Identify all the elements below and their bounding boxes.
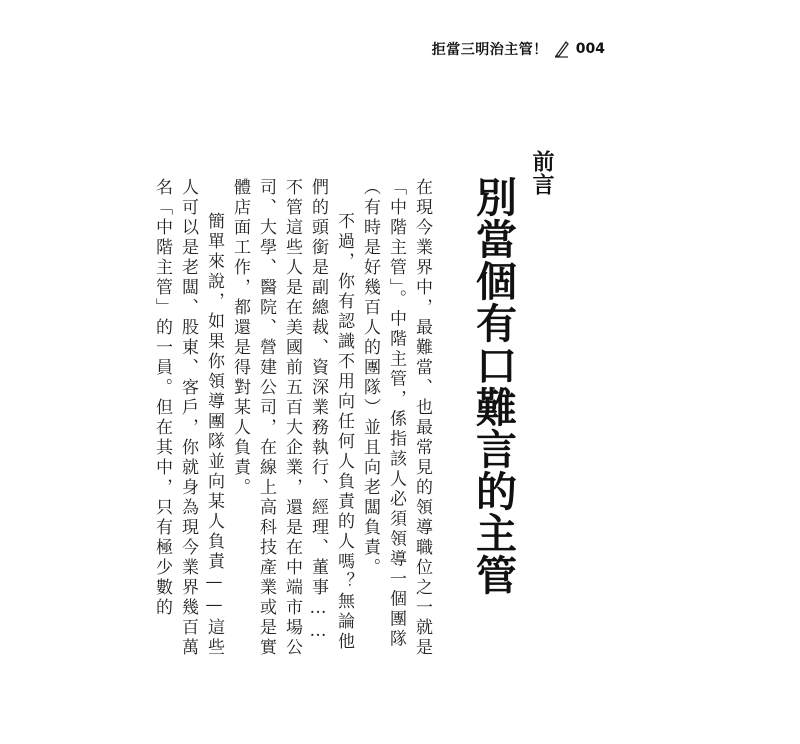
preface-label: 前言: [529, 150, 554, 196]
chapter-title: 別當個有口難言的主管: [469, 176, 517, 596]
body-text: [152, 178, 435, 658]
paragraph-3: 簡單來說，如果你領導團隊並向某人負責——這些人可以是老闆、股東、客戶，你就身為現今業界幾百萬名「中階主管」的一員。但在其中，只有極少數的: [152, 178, 224, 658]
paragraph-2: 不過，你有認識不用向任何人負責的人嗎？無論他們的頭銜是副總裁、資深業務執行、經理、董事……不管這些人是在美國前五百大企業，還是在中端市場公司、大學、醫院、營建公司，在線上高科技產業或是實體店面工作，都還是得對某人負責。: [230, 178, 354, 658]
pencil-icon: [554, 40, 570, 58]
page-header: [430, 38, 605, 60]
page-number: 004: [575, 41, 605, 57]
book-title: 拒當三明治主管！: [431, 42, 548, 58]
paragraph-1: 在現今業界中，最難當、也最常見的領導職位之一就是「中階主管」。中階主管，係指該人必須領導一個團隊（有時是好幾百人的團隊）並且向老闆負責。: [360, 178, 432, 658]
